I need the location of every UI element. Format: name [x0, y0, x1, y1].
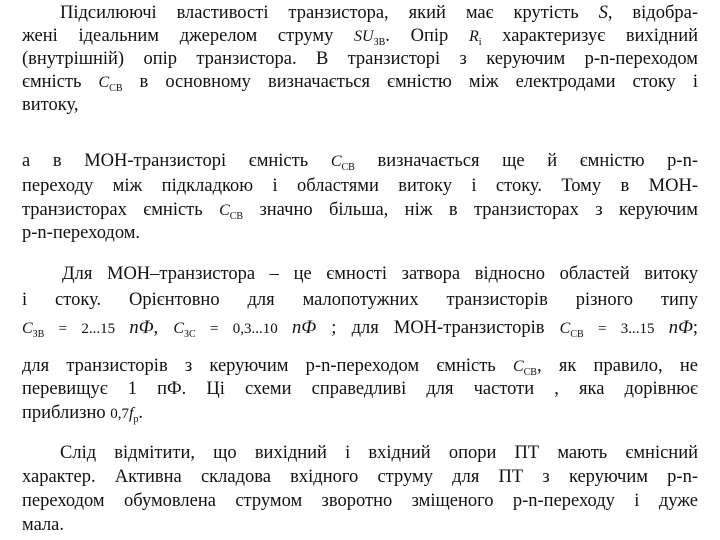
- formula-czs: $C_{ЗС} = 0,3...10$: [173, 320, 292, 341]
- formula-czv: $C_{ЗВ} = 2...15$: [22, 320, 130, 341]
- paragraph-line: Підсилюючі властивості транзистора, який має крутість S, відобра-: [60, 3, 698, 23]
- paragraph-line: ємність $C_{СВ}$ в основному визначається ємністю між електродами стоку і: [22, 72, 698, 95]
- paragraph-line: характер. Активна складова вхідного струму для ПТ з керуючим p-n-: [22, 467, 698, 487]
- formula-su: $SU_{ЗВ}$: [354, 28, 386, 49]
- paragraph-line: транзисторах ємність $C_{СВ}$ значно більша, ніж в транзисторах з керуючим: [22, 200, 698, 223]
- paragraph-line: мала.: [22, 515, 65, 535]
- paragraph-line: для транзисторів з керуючим p-n-переходом ємність $C_{СВ}$, як правило, не: [22, 356, 698, 379]
- formula-csv: $C_{СВ}$: [98, 74, 123, 95]
- formula-csv: $C_{СВ}$: [219, 202, 244, 223]
- paragraph-line: перевищує 1 пФ. Ці схеми справедливі для частоти , яка дорівнює: [22, 379, 698, 399]
- paragraph-line: а в МОН-транзисторі ємність $C_{СВ}$ визначається ще й ємністю p-n-: [22, 151, 698, 174]
- paragraph-line: витоку,: [22, 95, 79, 115]
- formula-ri: $R_i$: [468, 28, 482, 49]
- paragraph-line: Для МОН–транзистора – це ємності затвора відносно областей витоку: [62, 264, 698, 284]
- formula-fp: $0,7f_р$: [110, 405, 139, 426]
- paragraph-line: p-n-переходом.: [22, 223, 141, 243]
- paragraph-line: (внутрішній) опір транзистора. В транзисторі з керуючим p-n-переходом: [22, 49, 698, 69]
- formula-line: $C_{ЗВ} = 2...15$ пФ, $C_{ЗС} = 0,3...10$ пФ ; для МОН-транзисторів $C_{СВ} = 3...15$ пФ;: [22, 318, 699, 341]
- paragraph-line: і стоку. Орієнтовно для малопотужних транзисторів різного типу: [22, 290, 698, 310]
- formula-csv-range: $C_{СВ} = 3...15$: [559, 320, 669, 341]
- formula-csv: $C_{СВ}$: [512, 358, 537, 379]
- paragraph-line: переходом обумовлена струмом зворотно зміщеного p-n-переходу і дуже: [22, 491, 698, 511]
- paragraph-line: переходу між підкладкою і областями витоку і стоку. Тому в МОН-: [22, 176, 698, 196]
- paragraph-line: приблизно $0,7f_р$.: [22, 403, 144, 426]
- paragraph-line: Слід відмітити, що вихідний і вхідний опори ПТ мають ємнісний: [60, 443, 698, 463]
- paragraph-line: жені ідеальним джерелом струму $SU_{ЗВ}$. Опір $R_i$ характеризує вихідний: [22, 26, 698, 49]
- formula-csv: $C_{СВ}$: [330, 153, 355, 174]
